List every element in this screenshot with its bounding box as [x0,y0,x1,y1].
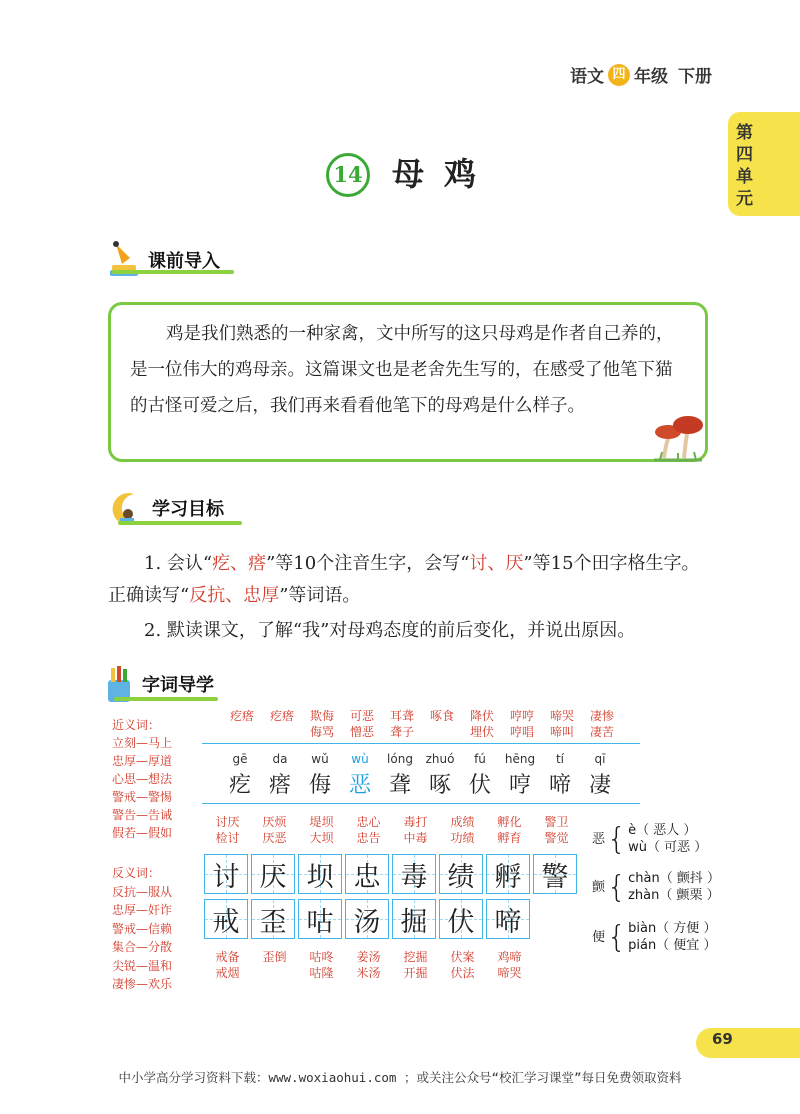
word-pair: 啄食 [429,709,454,723]
read-char: 凄 [588,773,611,798]
word-pair: 可恶 憎恶 [349,709,374,739]
grade-suffix: 年级 [634,67,668,87]
grid-cell: 汤 [345,899,389,939]
word-pair: 姜汤 米汤 [356,950,381,980]
synonym-item: 警告—告诫 [112,808,173,822]
pinyin: hēng [504,752,536,766]
footer-note: 中小学高分学习资料下载：www.woxiaohui.com ；或关注公众号“校汇学习课堂”每日免费领取资料 [118,1070,682,1085]
antonym-item: 集合—分散 [112,940,173,954]
word-pair: 成绩 功绩 [450,815,475,845]
word-pair: 堤坝 大坝 [309,815,334,845]
word-pair: 讨厌 检讨 [215,815,240,845]
read-char: 啼 [548,773,571,798]
antonym-item: 凄惨—欢乐 [112,977,173,991]
pinyin: gē [232,752,248,766]
word-pair: 凄惨 凄苦 [589,709,614,739]
word-pair: 耳聋 聋子 [389,709,414,739]
grid-cell: 掘 [392,899,436,939]
write-grid-row-1 [204,854,580,894]
read-char: 啄 [428,773,451,798]
synonyms-block [112,716,172,842]
read-char: 侮 [308,773,331,798]
antonym-item: 忠厚—奸诈 [112,903,173,917]
pinyin: wù [351,752,369,766]
unit-tab-label: 第四单元 [736,123,753,209]
synonym-item: 警戒—警惕 [112,790,173,804]
antonyms-title: 反义词： [112,866,161,880]
antonym-item: 反抗—服从 [112,884,173,899]
word-pair: 警卫 警觉 [544,815,569,845]
volume-label: 下册 [678,67,712,87]
trumpet-icon [108,240,140,280]
word-pair: 欺侮 侮骂 [309,709,334,739]
synonyms-title: 近义词： [112,718,161,732]
vocab-underline [114,697,218,701]
subject-label: 语文 [570,67,604,87]
intro-section-title: 课前导入 [148,251,220,272]
word-pair: 疙瘩 [229,709,254,723]
word-pair: 挖掘 开掘 [403,950,428,980]
goals-section-title: 学习目标 [152,499,224,520]
read-char: 伏 [468,773,491,798]
word-pair: 降伏 埋伏 [469,709,494,739]
grid-cell: 厌 [251,854,295,894]
word-pair: 厌烦 厌恶 [262,815,287,845]
polyphone-2: 颤 { chàn（ 颤抖 ） zhàn（ 颤栗 ） [592,869,720,905]
pinyin: lóng [387,752,413,766]
grade-badge: 四 [608,64,630,86]
goals-underline [118,521,242,525]
pinyin-row [220,752,620,766]
synonym-item: 心思—想法 [112,772,173,786]
vocab-section-title: 字词导学 [142,675,214,696]
grid-cell: 坝 [298,854,342,894]
pinyin: fú [474,752,486,766]
synonym-item: 假若—假如 [112,826,173,840]
word-pair: 毒打 中毒 [403,815,428,845]
grid-cell: 伏 [439,899,483,939]
synonym-item: 立刻—马上 [112,736,173,750]
word-pair: 哼哼 哼唱 [509,709,534,739]
read-char: 哼 [508,773,531,798]
write-words-top [204,814,580,846]
pinyin: da [272,752,288,766]
grid-cell: 忠 [345,854,389,894]
mushroom-icon [650,412,706,462]
antonyms-block [112,864,172,994]
grid-cell: 毒 [392,854,436,894]
read-chars-row [220,768,620,799]
grid-cell: 讨 [204,854,248,894]
word-pair: 鸡啼 啼哭 [497,950,522,980]
grid-cell: 啼 [486,899,530,939]
synonym-item: 忠厚—厚道 [112,754,173,768]
polyphone-3: 便 { biàn（ 方便 ） pián（ 便宜 ） [592,919,717,955]
grid-cell: 绩 [439,854,483,894]
write-words-bottom [204,949,533,981]
word-pair: 咕咚 咕隆 [309,950,334,980]
goal-2: 2. 默读课文，了解“我”对母鸡态度的前后变化，并说出原因。 [144,620,636,641]
read-char: 聋 [388,773,411,798]
pinyin: wǔ [311,752,329,766]
divider-line [202,803,640,804]
antonym-item: 警戒—信赖 [112,921,173,936]
write-grid-row-2 [204,899,533,939]
grid-cell: 戒 [204,899,248,939]
word-pair: 歪倒 [262,950,287,964]
page-number: 69 [712,1030,733,1048]
lesson-number: 14 [326,153,370,197]
polyphone-1: 恶 { è（ 恶人 ） wù（ 可恶 ） [592,821,708,857]
intro-text: 鸡是我们熟悉的一种家禽，文中所写的这只母鸡是作者自己养的，是一位伟大的鸡母亲。这篇课文也是老舍先生写的，在感受了他笔下猫的古怪可爱之后，我们再来看看他笔下的母鸡是什么样子。 [130,324,674,416]
read-char: 恶 [348,773,371,798]
word-pair: 疙瘩 [269,709,294,723]
word-pair: 戒备 戒烟 [215,950,240,980]
book-header [570,62,712,87]
divider-line [202,743,640,744]
read-char: 瘩 [268,773,291,798]
pinyin: tí [555,752,565,766]
word-pair: 忠心 忠告 [356,815,381,845]
word-pair: 伏案 伏法 [450,950,475,980]
antonym-item: 尖锐—温和 [112,958,173,973]
read-char: 疙 [228,773,251,798]
grid-cell: 警 [533,854,577,894]
pinyin: zhuó [425,752,455,766]
goal-1: 1. 会认“疙、瘩”等10个注音生字，会写“讨、厌”等15个田字格生字。正确读写“反抗、忠厚”等词语。 [108,553,700,606]
pinyin: qī [594,752,606,766]
grid-cell: 孵 [486,854,530,894]
read-words-top [222,708,622,740]
word-pair: 孵化 孵育 [497,815,522,845]
intro-section-header [108,240,220,280]
word-pair: 啼哭 啼叫 [549,709,574,739]
grid-cell: 歪 [251,899,295,939]
lesson-title: 母鸡 [392,155,497,193]
grid-cell: 咕 [298,899,342,939]
